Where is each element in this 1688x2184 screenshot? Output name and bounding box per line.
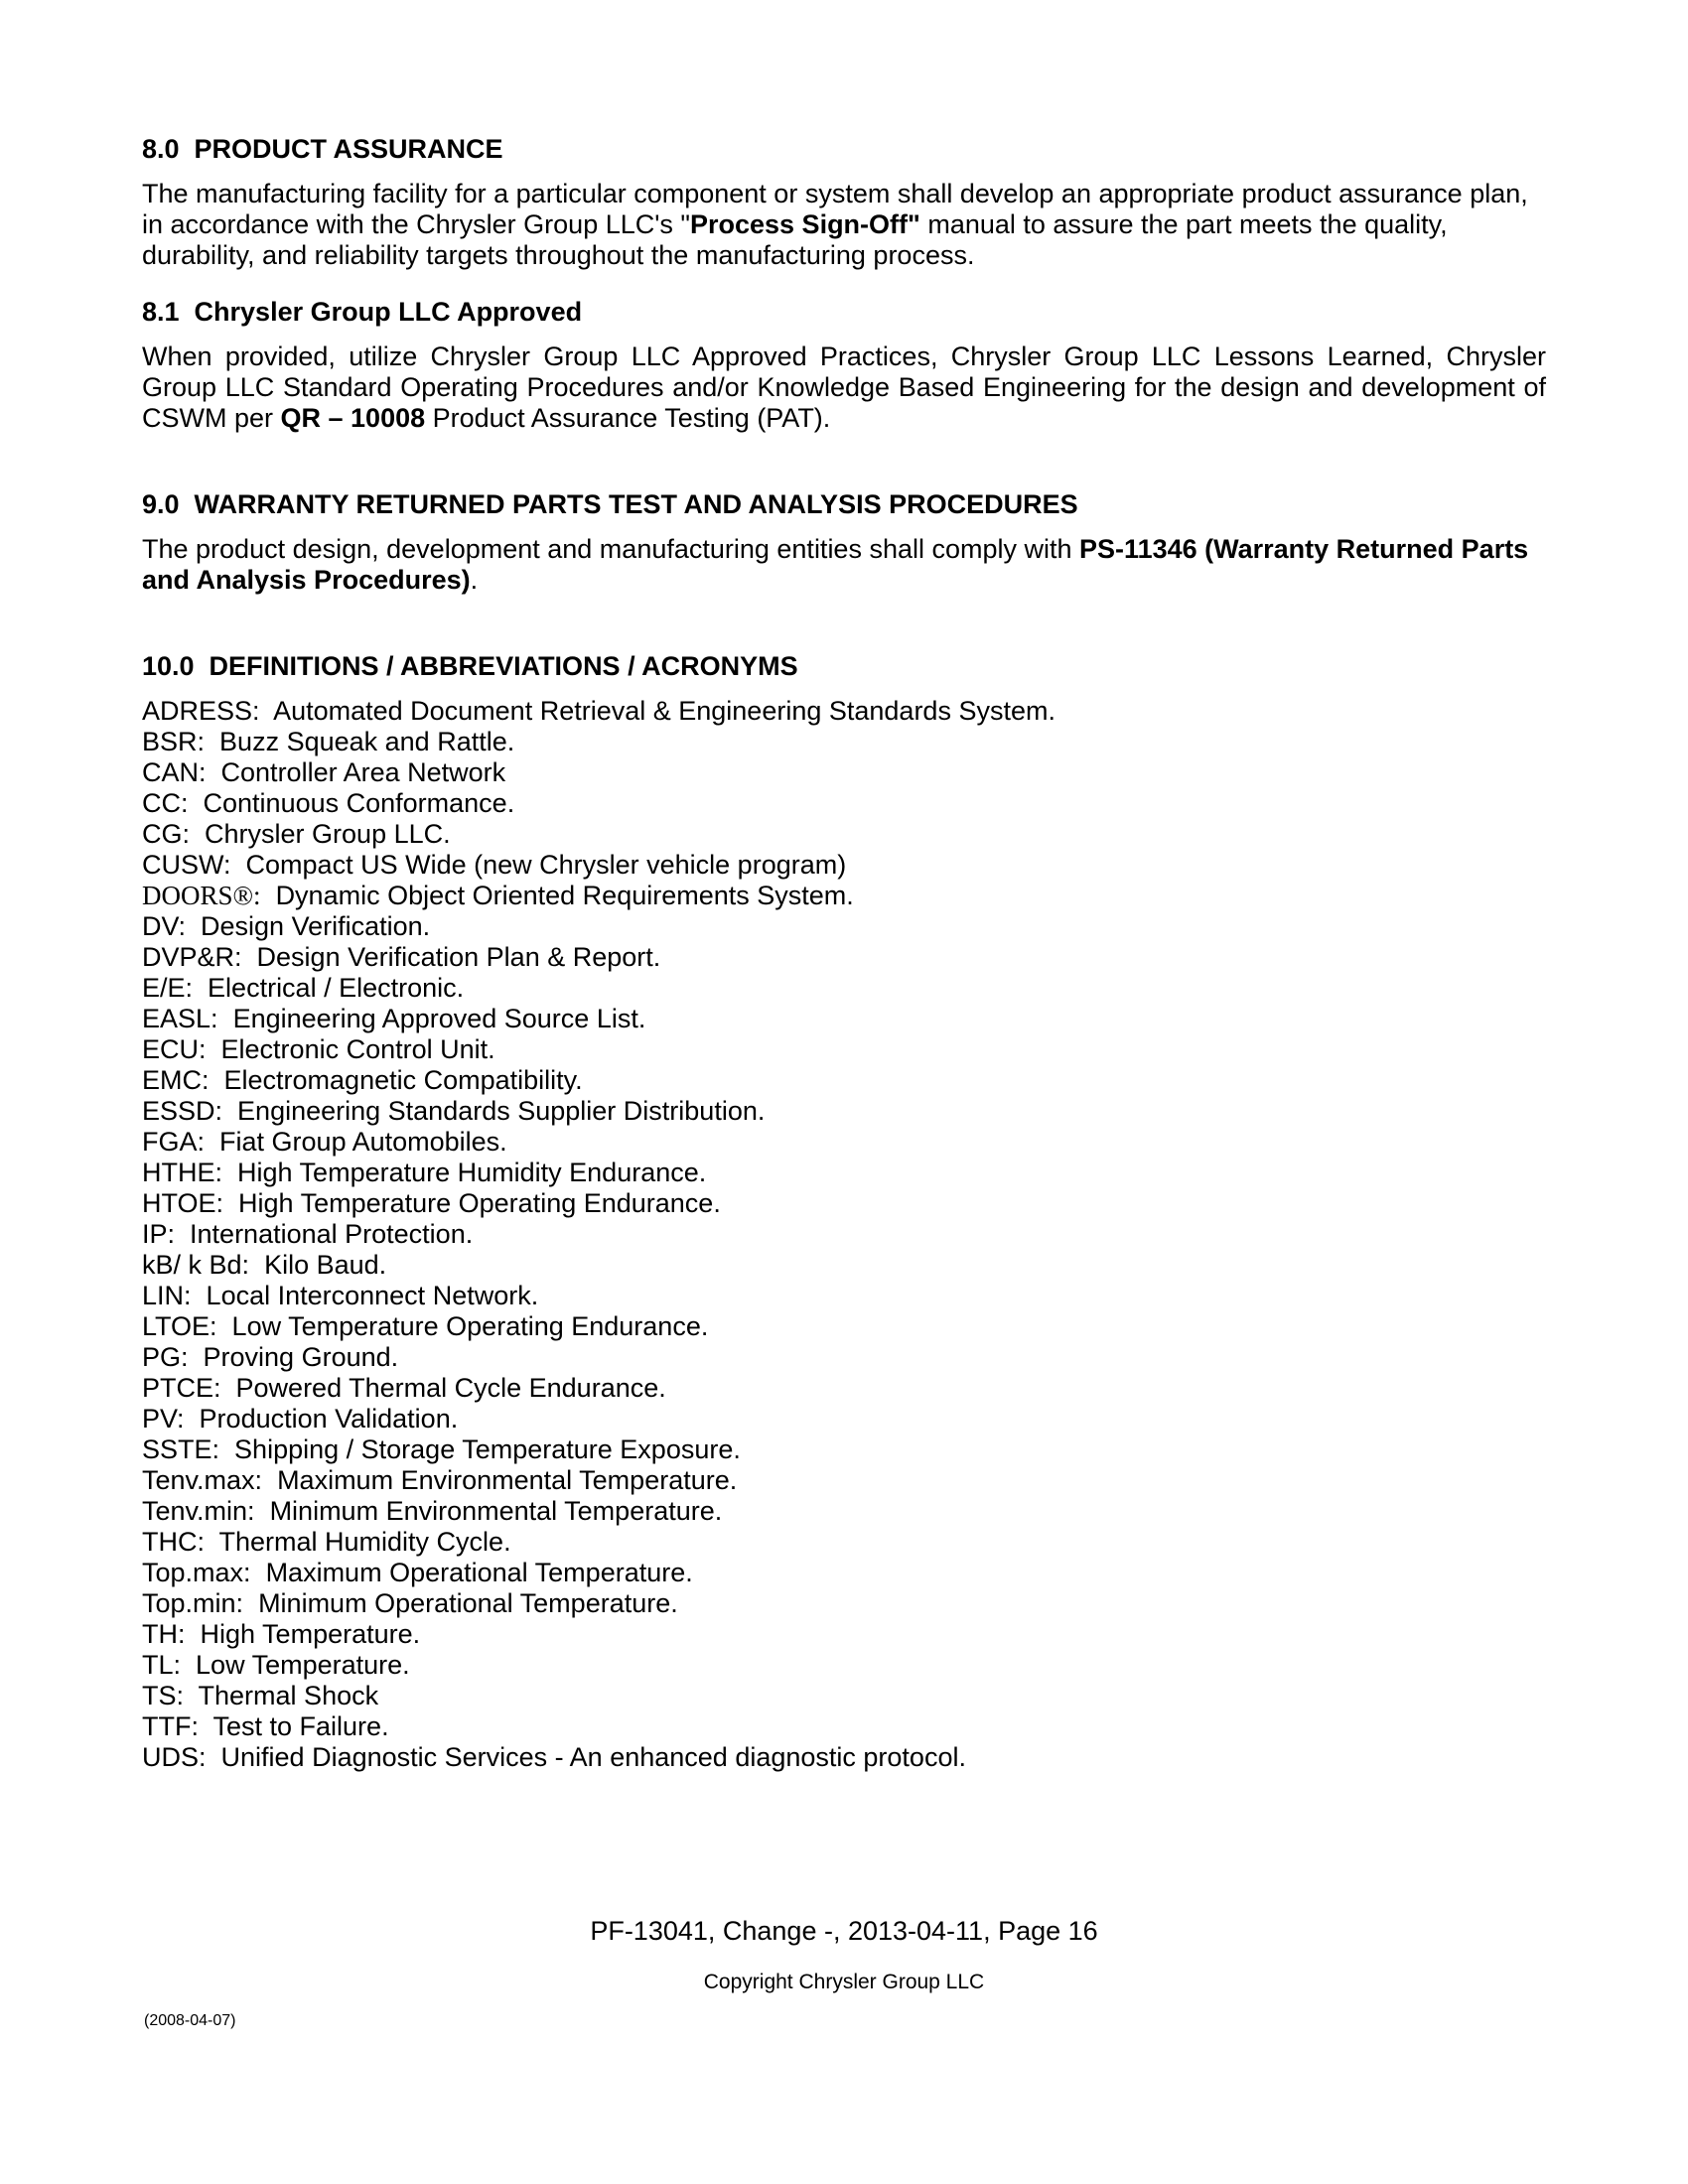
definition-term: Tenv.max:: [142, 1465, 263, 1495]
definition-term: ESSD:: [142, 1096, 223, 1126]
definition-text: Dynamic Object Oriented Requirements System.: [275, 881, 854, 910]
definition-term: Top.min:: [142, 1588, 244, 1618]
definition-item: [142, 819, 1546, 850]
definition-term: PTCE:: [142, 1373, 221, 1403]
document-content: [142, 134, 1554, 1773]
definition-item: [142, 1342, 1546, 1373]
definition-item: [142, 1096, 1546, 1127]
definition-text: Unified Diagnostic Services - An enhanced diagnostic protocol.: [220, 1742, 966, 1772]
definition-text: Continuous Conformance.: [203, 788, 515, 818]
section-heading: 8.1 Chrysler Group LLC Approved: [142, 297, 583, 327]
paragraph: [142, 179, 1546, 271]
definition-term: E/E:: [142, 973, 194, 1003]
bold-text-run: PS-11346 (Warranty Returned Parts and Analysis Procedures): [142, 534, 1536, 595]
definition-item: [142, 1465, 1546, 1496]
definition-term: CUSW:: [142, 850, 231, 880]
text-run: The manufacturing facility for a particular component or system shall develop an appropriate product assurance plan, in accordance with the Chrysler Group LLC's ": [142, 179, 1536, 239]
definition-item: [142, 1558, 1546, 1588]
definition-item: [142, 1281, 1546, 1311]
definition-term: CG:: [142, 819, 191, 849]
definition-text: Compact US Wide (new Chrysler vehicle program): [245, 850, 847, 880]
definition-text: Chrysler Group LLC.: [205, 819, 451, 849]
bold-text-run: Process Sign-Off": [689, 209, 920, 239]
section-heading: 8.0 PRODUCT ASSURANCE: [142, 134, 503, 164]
definition-text: Thermal Shock: [198, 1681, 379, 1710]
definition-text: Electronic Control Unit.: [220, 1034, 495, 1064]
definition-term: kB/ k Bd:: [142, 1250, 250, 1280]
definition-term: ADRESS:: [142, 696, 260, 726]
definition-term: Tenv.min:: [142, 1496, 255, 1526]
definition-term: SSTE:: [142, 1434, 220, 1464]
definition-item: [142, 1711, 1546, 1742]
definition-item: [142, 696, 1546, 727]
definition-term: FGA:: [142, 1127, 206, 1157]
definition-item: [142, 1219, 1546, 1250]
definition-term: PG:: [142, 1342, 189, 1372]
section-heading: 9.0 WARRANTY RETURNED PARTS TEST AND ANALYSIS PROCEDURES: [142, 489, 1078, 519]
definition-text: Design Verification.: [201, 911, 431, 941]
definition-term: DV:: [142, 911, 187, 941]
definition-text: Powered Thermal Cycle Endurance.: [235, 1373, 666, 1403]
definition-term: EASL:: [142, 1004, 218, 1033]
definition-term: IP:: [142, 1219, 176, 1249]
definition-item: [142, 973, 1546, 1004]
definition-item: [142, 881, 1546, 911]
definition-term: LIN:: [142, 1281, 192, 1310]
definition-text: Engineering Approved Source List.: [232, 1004, 646, 1033]
definition-text: High Temperature Humidity Endurance.: [237, 1158, 707, 1187]
definition-item: [142, 1373, 1546, 1404]
definition-item: [142, 1158, 1546, 1188]
definition-item: [142, 1034, 1546, 1065]
definition-term: TS:: [142, 1681, 185, 1710]
definition-text: Automated Document Retrieval & Engineering Standards System.: [273, 696, 1055, 726]
definition-text: Low Temperature Operating Endurance.: [231, 1311, 709, 1341]
definition-item: [142, 850, 1546, 881]
definition-term: UDS:: [142, 1742, 207, 1772]
footer-doc-line: PF-13041, Change -, 2013-04-11, Page 16: [590, 1916, 1098, 1946]
paragraph: [142, 341, 1554, 434]
text-run: .: [470, 565, 479, 595]
definition-term: Top.max:: [142, 1558, 251, 1587]
definition-term: HTHE:: [142, 1158, 222, 1187]
definition-item: [142, 1065, 1546, 1096]
definition-item: [142, 1527, 1546, 1558]
section-heading: 10.0 DEFINITIONS / ABBREVIATIONS / ACRONYMS: [142, 651, 798, 681]
definition-text: International Protection.: [190, 1219, 474, 1249]
definition-term: TTF:: [142, 1711, 199, 1741]
definitions-list: [142, 696, 1546, 1773]
definition-item: [142, 1127, 1546, 1158]
bold-text-run: QR – 10008: [280, 403, 426, 433]
footer-date-note: (2008-04-07): [144, 2012, 236, 2029]
definition-item: [142, 1188, 1546, 1219]
definition-term: CC:: [142, 788, 189, 818]
definition-term: TH:: [142, 1619, 186, 1649]
definition-text: Thermal Humidity Cycle.: [218, 1527, 511, 1557]
definition-term: ECU:: [142, 1034, 207, 1064]
definition-term: THC:: [142, 1527, 205, 1557]
definition-text: Maximum Environmental Temperature.: [277, 1465, 738, 1495]
definition-text: Fiat Group Automobiles.: [219, 1127, 507, 1157]
definition-term: EMC:: [142, 1065, 210, 1095]
definition-text: Kilo Baud.: [264, 1250, 387, 1280]
definition-item: [142, 1434, 1546, 1465]
definition-item: [142, 1742, 1546, 1773]
footer-copyright: Copyright Chrysler Group LLC: [703, 1971, 985, 1993]
definition-text: Engineering Standards Supplier Distribution.: [237, 1096, 766, 1126]
definition-item: [142, 1250, 1546, 1281]
definition-term: DVP&R:: [142, 942, 242, 972]
definition-text: Production Validation.: [199, 1404, 459, 1433]
definition-item: [142, 1004, 1546, 1034]
definition-term: CAN:: [142, 757, 207, 787]
definition-text: Minimum Operational Temperature.: [258, 1588, 678, 1618]
definition-text: Electromagnetic Compatibility.: [223, 1065, 583, 1095]
definition-text: High Temperature.: [200, 1619, 421, 1649]
definition-item: [142, 1311, 1546, 1342]
definition-item: [142, 911, 1546, 942]
definition-item: [142, 788, 1546, 819]
definition-item: [142, 1404, 1546, 1434]
definition-text: Proving Ground.: [203, 1342, 399, 1372]
text-run: manual to assure the part meets the quality, durability, and reliability targets throughout the manufacturing process.: [142, 209, 1456, 270]
text-run: Product Assurance Testing (PAT).: [425, 403, 831, 433]
definition-term: DOORS®:: [142, 881, 261, 910]
definition-term: LTOE:: [142, 1311, 217, 1341]
definition-item: [142, 1619, 1546, 1650]
definition-text: Test to Failure.: [212, 1711, 389, 1741]
definition-item: [142, 1681, 1546, 1711]
definition-item: [142, 1588, 1546, 1619]
definition-item: [142, 1496, 1546, 1527]
definition-text: Controller Area Network: [220, 757, 506, 787]
paragraph: [142, 534, 1546, 596]
definition-item: [142, 757, 1546, 788]
definition-text: Minimum Environmental Temperature.: [269, 1496, 723, 1526]
definition-term: BSR:: [142, 727, 206, 756]
definition-item: [142, 1650, 1546, 1681]
definition-text: Electrical / Electronic.: [208, 973, 465, 1003]
definition-text: Low Temperature.: [196, 1650, 410, 1680]
text-run: The product design, development and manufacturing entities shall comply with: [142, 534, 1080, 564]
text-run: When provided, utilize Chrysler Group LLC Approved Practices, Chrysler Group LLC Lessons Learned, Chrysler Group LLC Standard Operating Procedures and/or Knowledge Based Engineering for the design and development of CSWM per: [142, 341, 1554, 433]
definition-text: Design Verification Plan & Report.: [256, 942, 661, 972]
definition-item: [142, 727, 1546, 757]
definition-term: PV:: [142, 1404, 185, 1433]
definition-term: HTOE:: [142, 1188, 224, 1218]
definition-term: TL:: [142, 1650, 182, 1680]
definition-text: Maximum Operational Temperature.: [265, 1558, 693, 1587]
definition-item: [142, 942, 1546, 973]
definition-text: Buzz Squeak and Rattle.: [219, 727, 515, 756]
definition-text: High Temperature Operating Endurance.: [238, 1188, 721, 1218]
definition-text: Shipping / Storage Temperature Exposure.: [234, 1434, 741, 1464]
definition-text: Local Interconnect Network.: [206, 1281, 539, 1310]
